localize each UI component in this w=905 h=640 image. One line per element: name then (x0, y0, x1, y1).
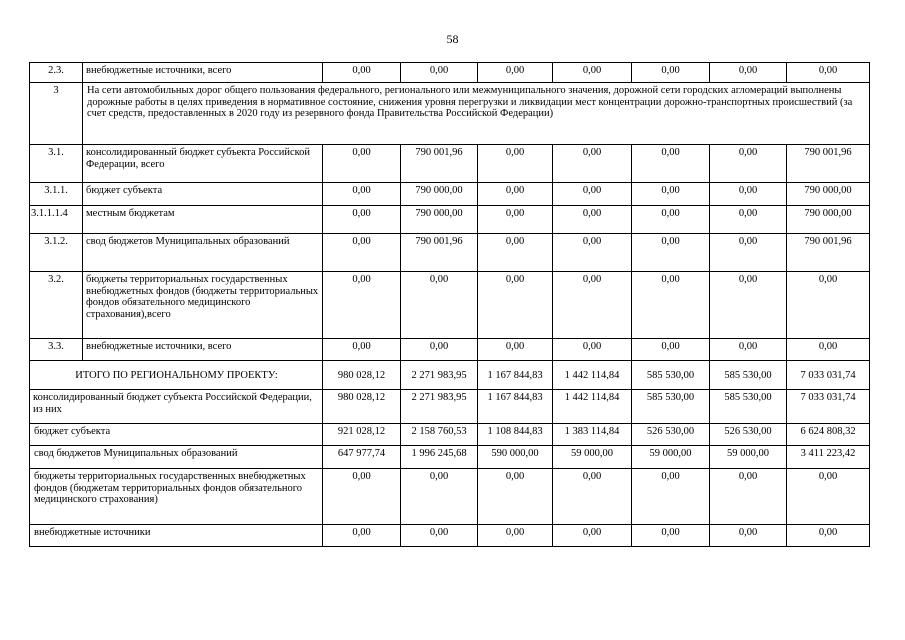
value-cell: 1 167 844,83 (478, 390, 553, 424)
summary-label: свод бюджетов Муниципальных образований (30, 446, 323, 469)
row-label: консолидированный бюджет субъекта Российской Федерации, всего (83, 145, 323, 183)
summary-row (30, 424, 870, 446)
row-label: внебюджетные источники, всего (83, 339, 323, 361)
value-cell: 0,00 (632, 525, 710, 547)
value-cell: 0,00 (478, 234, 553, 272)
value-cell: 526 530,00 (710, 424, 787, 446)
value-cell: 0,00 (553, 145, 632, 183)
value-cell: 0,00 (323, 339, 401, 361)
value-cell: 980 028,12 (323, 390, 401, 424)
value-cell: 0,00 (401, 525, 478, 547)
value-cell: 59 000,00 (710, 446, 787, 469)
value-cell: 0,00 (787, 525, 870, 547)
table-row (30, 83, 870, 145)
row-label: внебюджетные источники, всего (83, 63, 323, 83)
value-cell: 0,00 (787, 272, 870, 339)
value-cell: 1 108 844,83 (478, 424, 553, 446)
value-cell: 0,00 (553, 206, 632, 234)
summary-label: внебюджетные источники (30, 525, 323, 547)
value-cell: 0,00 (632, 206, 710, 234)
value-cell: 1 383 114,84 (553, 424, 632, 446)
value-cell: 0,00 (553, 272, 632, 339)
value-cell: 1 996 245,68 (401, 446, 478, 469)
table-row (30, 63, 870, 83)
value-cell: 790 001,96 (787, 145, 870, 183)
value-cell: 0,00 (710, 469, 787, 525)
value-cell: 0,00 (632, 339, 710, 361)
value-cell: 0,00 (710, 183, 787, 206)
value-cell: 0,00 (478, 63, 553, 83)
value-cell: 0,00 (787, 339, 870, 361)
summary-label: бюджет субъекта (30, 424, 323, 446)
value-cell: 0,00 (710, 206, 787, 234)
value-cell: 2 158 760,53 (401, 424, 478, 446)
total-value-cell: 2 271 983,95 (401, 361, 478, 390)
total-value-cell: 7 033 031,74 (787, 361, 870, 390)
value-cell: 7 033 031,74 (787, 390, 870, 424)
value-cell: 6 624 808,32 (787, 424, 870, 446)
value-cell: 0,00 (710, 272, 787, 339)
value-cell: 0,00 (323, 63, 401, 83)
value-cell: 2 271 983,95 (401, 390, 478, 424)
value-cell: 590 000,00 (478, 446, 553, 469)
value-cell: 59 000,00 (632, 446, 710, 469)
total-value-cell: 585 530,00 (710, 361, 787, 390)
value-cell: 0,00 (478, 206, 553, 234)
value-cell: 0,00 (787, 469, 870, 525)
row-code: 3.1.1.1.4 (30, 206, 83, 234)
value-cell: 0,00 (478, 525, 553, 547)
table-row (30, 234, 870, 272)
value-cell: 0,00 (401, 339, 478, 361)
total-value-cell: 1 167 844,83 (478, 361, 553, 390)
value-cell: 0,00 (478, 272, 553, 339)
value-cell: 0,00 (323, 525, 401, 547)
value-cell: 3 411 223,42 (787, 446, 870, 469)
summary-row (30, 469, 870, 525)
value-cell: 0,00 (553, 183, 632, 206)
row-code: 3.1.1. (30, 183, 83, 206)
value-cell: 0,00 (323, 469, 401, 525)
value-cell: 790 001,96 (401, 145, 478, 183)
total-row (30, 361, 870, 390)
row-label: местным бюджетам (83, 206, 323, 234)
value-cell: 0,00 (710, 234, 787, 272)
value-cell: 1 442 114,84 (553, 390, 632, 424)
summary-row (30, 390, 870, 424)
value-cell: 0,00 (632, 234, 710, 272)
value-cell: 0,00 (710, 339, 787, 361)
table-row (30, 339, 870, 361)
table-row (30, 145, 870, 183)
summary-label: бюджеты территориальных государственных внебюджетных фондов (бюджетам территориальных фондов обязательного медицинского страхования) (30, 469, 323, 525)
value-cell: 790 000,00 (401, 206, 478, 234)
value-cell: 0,00 (323, 272, 401, 339)
total-label: ИТОГО ПО РЕГИОНАЛЬНОМУ ПРОЕКТУ: (30, 361, 323, 390)
value-cell: 0,00 (323, 234, 401, 272)
table-row (30, 183, 870, 206)
value-cell: 921 028,12 (323, 424, 401, 446)
value-cell: 0,00 (401, 469, 478, 525)
value-cell: 0,00 (553, 234, 632, 272)
row-code: 3.2. (30, 272, 83, 339)
row-code: 3.1.2. (30, 234, 83, 272)
value-cell: 790 000,00 (401, 183, 478, 206)
row-code: 2.3. (30, 63, 83, 83)
value-cell: 59 000,00 (553, 446, 632, 469)
value-cell: 0,00 (710, 145, 787, 183)
row-code: 3.3. (30, 339, 83, 361)
value-cell: 0,00 (632, 183, 710, 206)
summary-row (30, 446, 870, 469)
table-row (30, 272, 870, 339)
value-cell: 0,00 (478, 339, 553, 361)
value-cell: 0,00 (553, 63, 632, 83)
value-cell: 0,00 (553, 469, 632, 525)
value-cell: 0,00 (710, 525, 787, 547)
value-cell: 0,00 (553, 525, 632, 547)
value-cell: 0,00 (478, 183, 553, 206)
value-cell: 585 530,00 (632, 390, 710, 424)
total-value-cell: 585 530,00 (632, 361, 710, 390)
value-cell: 790 001,96 (401, 234, 478, 272)
row-code: 3.1. (30, 145, 83, 183)
value-cell: 0,00 (553, 339, 632, 361)
value-cell: 0,00 (323, 183, 401, 206)
section-description: На сети автомобильных дорог общего пользования федерального, регионального или межмуниципального значения, дорожной сети городских агломераций выполнены дорожные работы в целях приведения в нормативное состояние, снижения уровня перегрузки и ликвидации мест концентрации дорожно-транспортных происшествий (за счет средств, предоставленных в 2020 году из резервного фонда Правительства Российской Федерации) (83, 83, 870, 145)
value-cell: 526 530,00 (632, 424, 710, 446)
summary-row (30, 525, 870, 547)
value-cell: 0,00 (478, 145, 553, 183)
value-cell: 585 530,00 (710, 390, 787, 424)
value-cell: 0,00 (632, 469, 710, 525)
budget-table (29, 62, 870, 547)
row-label: бюджеты территориальных государственных внебюджетных фондов (бюджеты территориальных фондов обязательного медицинского страхования),всего (83, 272, 323, 339)
page-number: 58 (446, 32, 459, 46)
value-cell: 647 977,74 (323, 446, 401, 469)
value-cell: 0,00 (787, 63, 870, 83)
value-cell: 790 000,00 (787, 206, 870, 234)
value-cell: 0,00 (323, 145, 401, 183)
total-value-cell: 1 442 114,84 (553, 361, 632, 390)
value-cell: 0,00 (710, 63, 787, 83)
value-cell: 0,00 (632, 145, 710, 183)
row-label: свод бюджетов Муниципальных образований (83, 234, 323, 272)
row-label: бюджет субъекта (83, 183, 323, 206)
value-cell: 0,00 (632, 63, 710, 83)
row-code: 3 (30, 83, 83, 145)
value-cell: 0,00 (401, 272, 478, 339)
summary-label: консолидированный бюджет субъекта Российской Федерации, из них (30, 390, 323, 424)
value-cell: 0,00 (478, 469, 553, 525)
value-cell: 0,00 (632, 272, 710, 339)
value-cell: 790 001,96 (787, 234, 870, 272)
table-row (30, 206, 870, 234)
value-cell: 0,00 (401, 63, 478, 83)
value-cell: 0,00 (323, 206, 401, 234)
value-cell: 790 000,00 (787, 183, 870, 206)
total-value-cell: 980 028,12 (323, 361, 401, 390)
